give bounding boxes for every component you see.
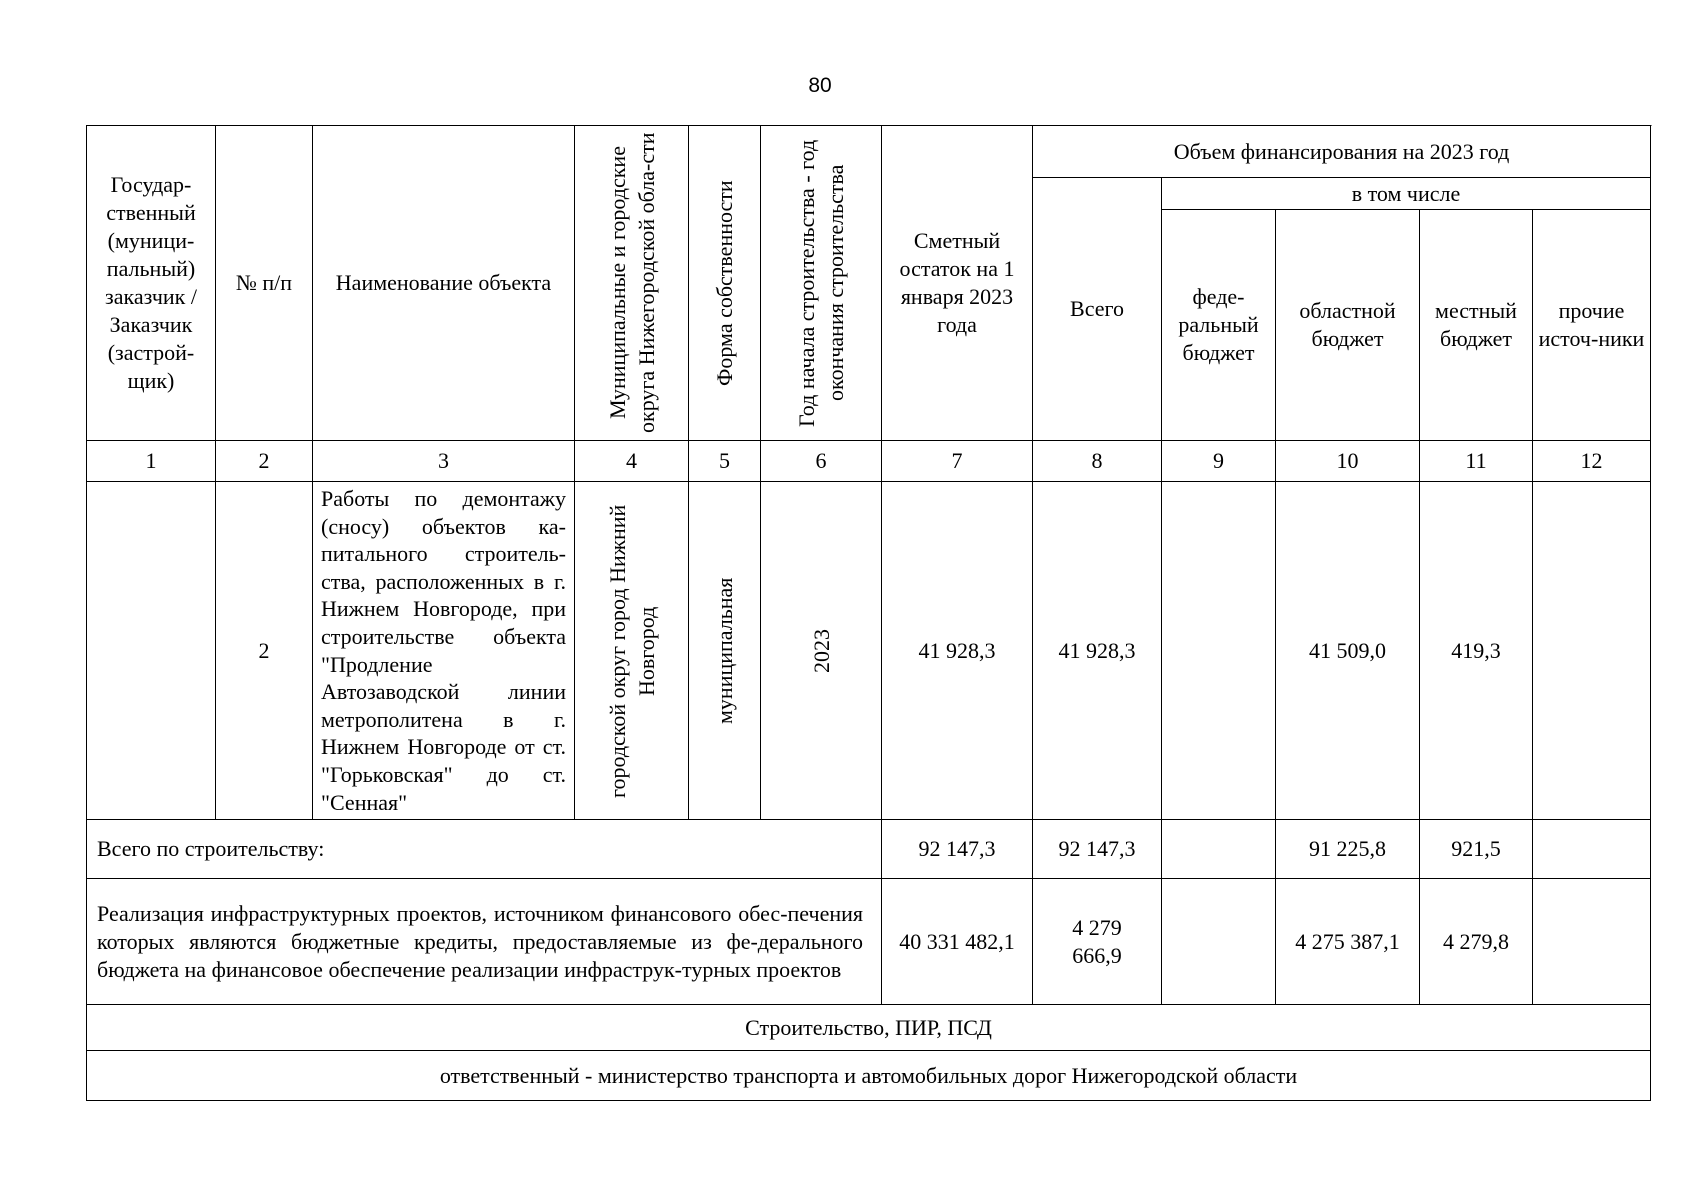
total-construction-regional: 91 225,8 [1276,820,1420,879]
column-number: 7 [882,441,1033,482]
infrastructure-row [87,879,1651,1005]
total-construction-local: 921,5 [1420,820,1533,879]
total-construction-total: 92 147,3 [1033,820,1162,879]
header-municipality: Муниципальные и городские округа Нижегородской обла-сти [575,126,689,441]
column-number: 8 [1033,441,1162,482]
row-municipality: городской округ город Нижний Новгород [575,482,689,820]
header-including: в том числе [1162,178,1651,210]
header-row [87,126,1651,178]
header-local: местный бюджет [1420,210,1533,441]
header-estimate: Сметный остаток на 1 января 2023 года [882,126,1033,441]
row-other [1533,482,1651,820]
header-num: № п/п [216,126,313,441]
column-number: 9 [1162,441,1276,482]
column-number: 2 [216,441,313,482]
section-title: Строительство, ПИР, ПСД [87,1005,1651,1051]
row-name: Работы по демонтажу (сносу) объектов ка-питального строитель-ства, расположенных в г. Нижнем Новгороде, при строительстве объекта "Продление Автозаводской линии метрополитена в г. Нижнем Новгороде от ст. "Горьковская" до ст. "Сенная" [313,482,575,820]
column-number: 12 [1533,441,1651,482]
header-years: Год начала строительства - год окончания строительства [761,126,882,441]
row-regional: 41 509,0 [1276,482,1420,820]
total-construction-other [1533,820,1651,879]
row-total: 41 928,3 [1033,482,1162,820]
section-title-row [87,1005,1651,1051]
column-number: 3 [313,441,575,482]
header-ownership: Форма собственности [689,126,761,441]
infrastructure-local: 4 279,8 [1420,879,1533,1005]
total-construction-estimate: 92 147,3 [882,820,1033,879]
infrastructure-other [1533,879,1651,1005]
header-other: прочие источ-ники [1533,210,1651,441]
column-number: 4 [575,441,689,482]
row-num: 2 [216,482,313,820]
column-number: 6 [761,441,882,482]
header-funding-group: Объем финансирования на 2023 год [1033,126,1651,178]
row-customer [87,482,216,820]
header-total: Всего [1033,178,1162,441]
row-years: 2023 [761,482,882,820]
financing-table [86,125,1651,1101]
row-estimate: 41 928,3 [882,482,1033,820]
infrastructure-total: 4 279 666,9 [1033,879,1162,1005]
page-number: 80 [808,74,832,97]
column-number: 1 [87,441,216,482]
header-customer: Государ-ственный (муници-пальный) заказчик / Заказчик (застрой-щик) [87,126,216,441]
infrastructure-label: Реализация инфраструктурных проектов, источником финансового обес-печения которых являются бюджетные кредиты, предоставляемые из фе-дерального бюджета на финансовое обеспечение реализации инфраструк-турных проектов [87,879,882,1005]
column-number: 11 [1420,441,1533,482]
header-name: Наименование объекта [313,126,575,441]
column-number: 5 [689,441,761,482]
row-ownership: муниципальная [689,482,761,820]
infrastructure-estimate: 40 331 482,1 [882,879,1033,1005]
infrastructure-regional: 4 275 387,1 [1276,879,1420,1005]
header-regional: областной бюджет [1276,210,1420,441]
responsible-row [87,1051,1651,1101]
infrastructure-federal [1162,879,1276,1005]
column-numbers-row [87,441,1651,482]
column-number: 10 [1276,441,1420,482]
header-federal: феде-ральный бюджет [1162,210,1276,441]
row-federal [1162,482,1276,820]
total-construction-federal [1162,820,1276,879]
responsible-text: ответственный - министерство транспорта и автомобильных дорог Нижегородской области [87,1051,1651,1101]
table-row [87,482,1651,820]
row-local: 419,3 [1420,482,1533,820]
total-construction-label: Всего по строительству: [87,820,882,879]
total-construction-row [87,820,1651,879]
